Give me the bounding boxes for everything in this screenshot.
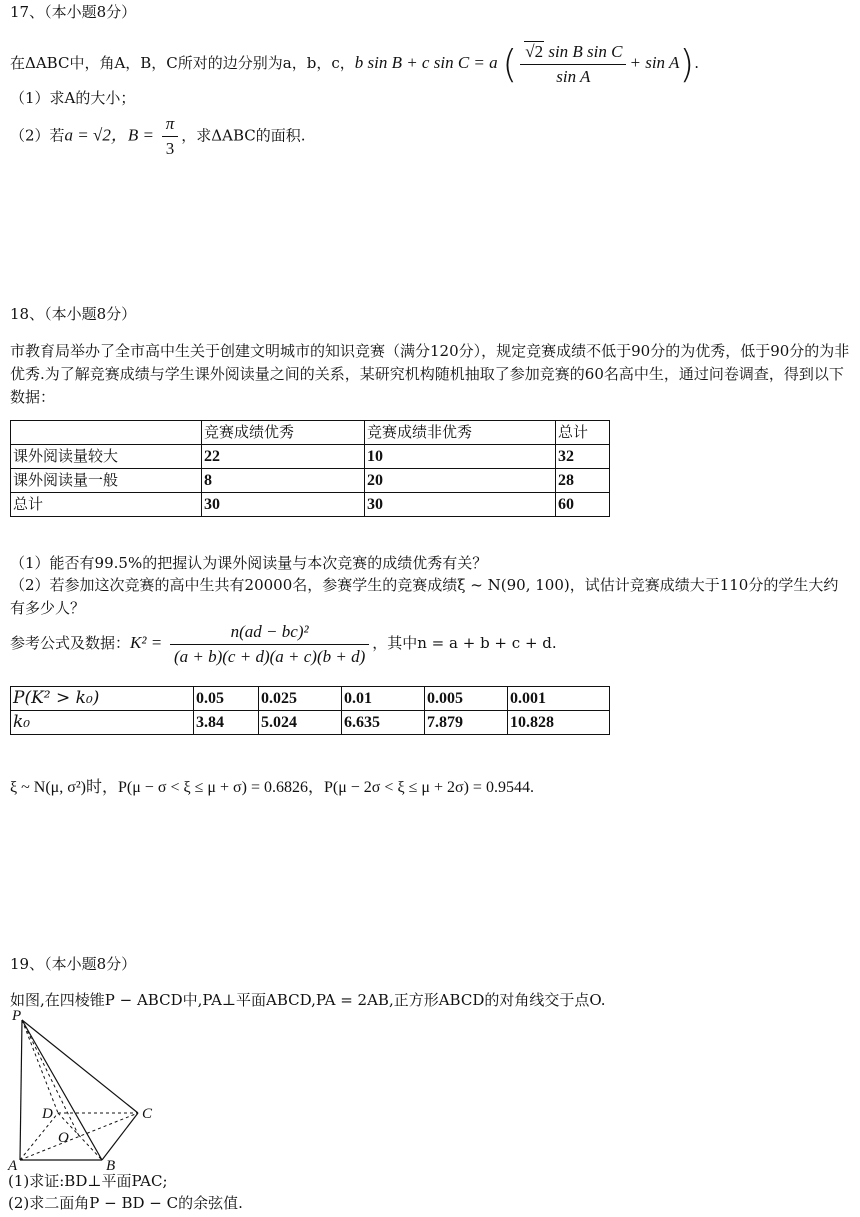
table-cell: 总计 (556, 421, 610, 445)
q17-pi: π (162, 114, 179, 137)
q17-fraction (520, 42, 626, 87)
table-cell: 20 (365, 469, 556, 493)
table-cell: 0.05 (194, 687, 259, 711)
q18-k2-num: n(ad − bc)² (170, 622, 369, 645)
table-cell: 30 (202, 493, 365, 517)
edge-pc (22, 1020, 138, 1113)
table-cell: 30 (365, 493, 556, 517)
label-b: B (106, 1158, 116, 1174)
edge-pa (20, 1020, 22, 1160)
table-cell: 竞赛成绩非优秀 (365, 421, 556, 445)
q18-contingency-table (10, 420, 610, 517)
q18-p-table (10, 686, 610, 735)
table-cell: 32 (556, 445, 610, 469)
q18-k2-fraction (170, 622, 369, 667)
table-cell: 3.84 (194, 711, 259, 735)
q17-part2 (10, 114, 306, 159)
q17-stem: 在ΔABC中，角A，B，C所对的边分别为a，b，c，b sin B + c sin C = a ( $\frac{\text{√2 sin B sin C}}{\text{sin A}}$ + sin A). (10, 41, 699, 86)
table-cell: 0.01 (342, 687, 425, 711)
q18-k2-tail: ，其中n = a + b + c + d. (372, 634, 557, 652)
table-cell: 10.828 (508, 711, 610, 735)
q18-normal-note: ξ ~ N(μ, σ²)时，P(μ − σ < ξ ≤ μ + σ) = 0.6826，P(μ − 2σ < ξ ≤ μ + 2σ) = 0.9544. (10, 779, 534, 796)
table-row (11, 445, 610, 469)
label-o: O (58, 1130, 69, 1146)
q18-ref-label: 参考公式及数据： (10, 634, 131, 652)
q18-header: 18、（本小题8分） (10, 305, 137, 323)
table-cell: 课外阅读量一般 (11, 469, 202, 493)
table-row (11, 711, 610, 735)
q18-k2-den: (a + b)(c + d)(a + c)(b + d) (173, 646, 366, 666)
q17-header: 17、（本小题8分） (10, 3, 137, 21)
edge-bc (102, 1113, 138, 1160)
q17-pi-over-3 (162, 114, 179, 159)
q17-frac-den: sin A (556, 66, 591, 86)
q18-intro: 市教育局举办了全市高中生关于创建文明城市的知识竞赛（满分120分），规定竞赛成绩不低于90分的为优秀，低于90分的为非优秀.为了解竞赛成绩与学生课外阅读量之间的关系，某研究机构随机抽取了参加竞赛的60名高中生，通过问卷调查，得到以下数据： (10, 342, 850, 406)
table-cell: 22 (202, 445, 365, 469)
q17-eq-left: b sin B + c sin C = a (354, 53, 498, 72)
q17-right-paren: ) (679, 42, 695, 86)
label-p: P (12, 1008, 22, 1024)
q17-left-paren: ( (502, 42, 518, 86)
q18-k2: K² = (130, 633, 163, 652)
q17-three: 3 (165, 139, 175, 158)
table-cell: 7.879 (425, 711, 508, 735)
table-cell: 8 (202, 469, 365, 493)
label-c: C (142, 1106, 153, 1122)
q17-part2-eq: a = √2，B = (64, 125, 154, 145)
pyramid-figure (6, 1008, 166, 1174)
table-cell: 竞赛成绩优秀 (202, 421, 365, 445)
label-d: D (42, 1106, 53, 1122)
table-cell: 6.635 (342, 711, 425, 735)
table-cell: 0.005 (425, 687, 508, 711)
table-cell: 5.024 (259, 711, 342, 735)
q17-part2-prefix: （2）若 (10, 126, 65, 145)
q19-header: 19、（本小题8分） (10, 955, 137, 973)
q17-sqrt2: √2 (525, 41, 544, 61)
table-cell (11, 421, 202, 445)
q17-stem-text: 在ΔABC中，角A，B，C所对的边分别为a，b，c， (10, 54, 355, 72)
table-cell: P(K² > k₀) (11, 687, 194, 711)
label-a: A (8, 1158, 18, 1174)
table-row (11, 687, 610, 711)
q17-frac-num: sin B sin C (548, 41, 623, 61)
table-cell: 0.001 (508, 687, 610, 711)
table-cell: 总计 (11, 493, 202, 517)
table-cell: k₀ (11, 711, 194, 735)
q17-part2-suffix: ，求ΔABC的面积. (181, 126, 306, 145)
q19-stem: 如图,在四棱锥P − ABCD中,PA⊥平面ABCD,PA = 2AB,正方形ABCD的对角线交于点O. (10, 991, 606, 1009)
q18-part2: （2）若参加这次竞赛的高中生共有20000名，参赛学生的竞赛成绩ξ ~ N(90, 100)，试估计竞赛成绩大于110分的学生大约有多少人？ (10, 576, 839, 617)
q19-part1: (1)求证:BD⊥平面PAC; (8, 1172, 168, 1190)
table-cell: 60 (556, 493, 610, 517)
table-cell: 课外阅读量较大 (11, 445, 202, 469)
table-cell: 0.025 (259, 687, 342, 711)
table-row (11, 469, 610, 493)
table-cell: 28 (556, 469, 610, 493)
q17-part1: （1）求A的大小； (10, 89, 136, 107)
table-cell: 10 (365, 445, 556, 469)
table-row (11, 421, 610, 445)
q18-part1: （1）能否有99.5%的把握认为课外阅读量与本次竞赛的成绩优秀有关？ (10, 554, 488, 572)
table-row (11, 493, 610, 517)
q18-formula (10, 618, 557, 668)
q17-eq-right: + sin A (629, 53, 680, 72)
q19-part2: (2)求二面角P − BD − C的余弦值. (8, 1194, 243, 1212)
